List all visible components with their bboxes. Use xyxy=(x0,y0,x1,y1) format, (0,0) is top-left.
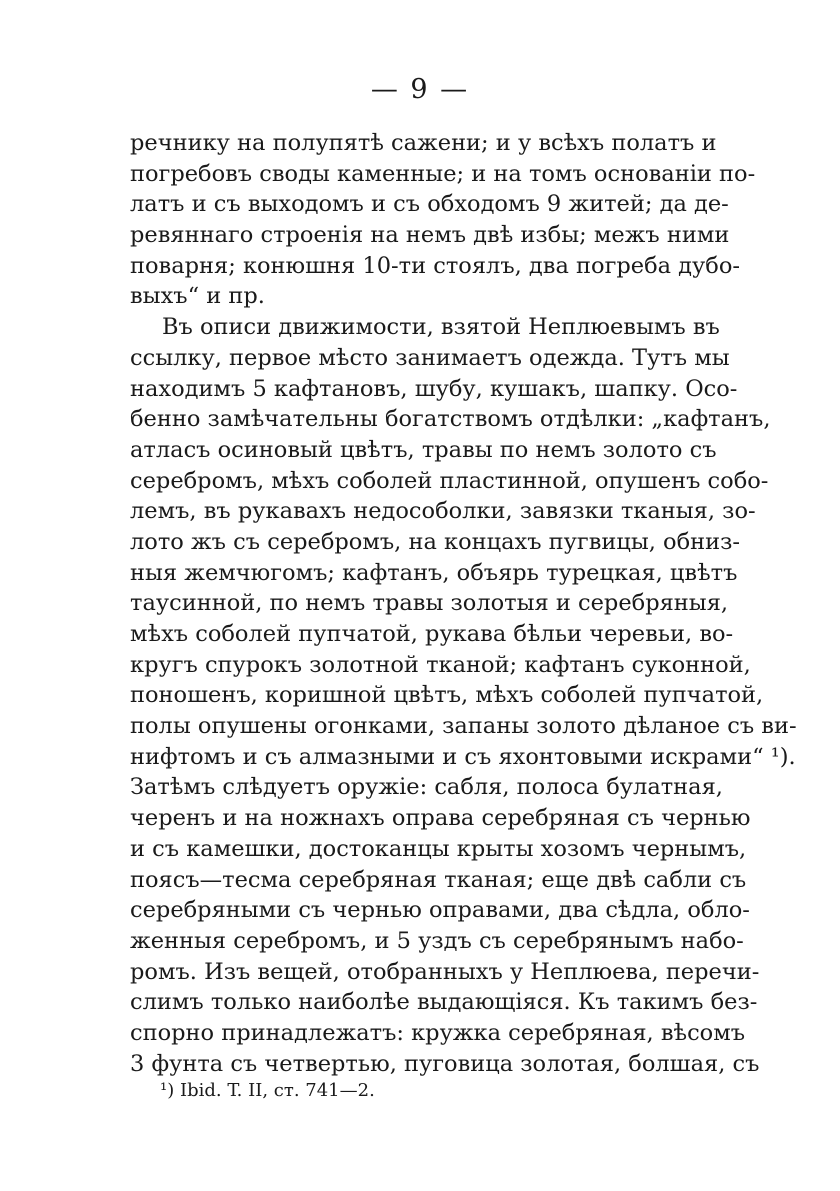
text-line: спорно принадлежатъ: кружка серебряная, вѣсомъ xyxy=(130,1019,746,1046)
text-line: латъ и съ выходомъ и съ обходомъ 9 житей; да де- xyxy=(130,191,729,218)
text-line: и съ камешки, достоканцы крыты хозомъ чернымъ, xyxy=(130,835,747,862)
text-line: женныя серебромъ, и 5 уздъ съ серебрянымъ набо- xyxy=(130,927,744,954)
text-line: слимъ только наиболѣе выдающіяся. Къ такимъ без- xyxy=(130,989,758,1016)
text-line: серебромъ, мѣхъ соболей пластинной, опушенъ собо- xyxy=(130,467,769,494)
text-line: кругъ спурокъ золотной тканой; кафтанъ суконной, xyxy=(130,651,751,678)
page-number: — 9 — xyxy=(370,74,470,105)
text-line: поясъ—тесма серебряная тканая; еще двѣ сабли съ xyxy=(130,866,747,893)
text-line: поварня; конюшня 10-ти стоялъ, два погреба дубо- xyxy=(130,252,740,279)
body-text xyxy=(130,128,797,1079)
text-line: ромъ. Изъ вещей, отобранныхъ у Неплюева, перечи- xyxy=(130,958,760,985)
text-line: лемъ, въ рукавахъ недособолки, завязки тканыя, зо- xyxy=(130,498,756,525)
text-line: мѣхъ соболей пупчатой, рукава бѣльи черевьи, во- xyxy=(130,621,734,647)
paragraph-start-line: Въ описи движимости, взятой Неплюевымъ въ xyxy=(162,314,720,341)
text-line: атласъ осиновый цвѣтъ, травы по немъ золото съ xyxy=(130,436,717,463)
footnote: ¹) Ibid. T. II, ст. 741—2. xyxy=(160,1080,375,1101)
text-line: речнику на полупятѣ сажени; и у всѣхъ полатъ и xyxy=(130,130,717,156)
text-line: поношенъ, коришной цвѣтъ, мѣхъ соболей пупчатой, xyxy=(130,682,764,709)
text-line: лото жъ съ серебромъ, на концахъ пугвицы, обниз- xyxy=(130,528,741,555)
text-line: таусинной, по немъ травы золотыя и серебряныя, xyxy=(130,590,729,617)
text-line: погребовъ своды каменные; и на томъ основаніи по- xyxy=(130,160,756,187)
text-line: находимъ 5 кафтановъ, шубу, кушакъ, шапку. Осо- xyxy=(130,375,738,402)
text-line: 3 фунта съ четвертью, пуговица золотая, болшая, съ xyxy=(130,1050,760,1077)
text-line: полы опушены огонками, запаны золото дѣланое съ ви- xyxy=(130,713,797,740)
text-line: ссылку, первое мѣсто занимаетъ одежда. Тутъ мы xyxy=(130,344,730,371)
text-line: серебряными съ чернью оправами, два сѣдла, обло- xyxy=(130,897,750,924)
text-line: бенно замѣчательны богатствомъ отдѣлки: „кафтанъ, xyxy=(130,406,771,433)
text-line: выхъ“ и пр. xyxy=(130,283,265,310)
text-line: черенъ и на ножнахъ оправа серебряная съ чернью xyxy=(130,805,751,832)
text-line: ныя жемчюгомъ; кафтанъ, объярь турецкая, цвѣтъ xyxy=(130,559,738,586)
text-line: нифтомъ и съ алмазными и съ яхонтовыми искрами“ ¹). xyxy=(130,743,796,770)
text-line: ревяннаго строенія на немъ двѣ избы; межъ ними xyxy=(130,222,730,249)
text-line: Затѣмъ слѣдуетъ оружіе: сабля, полоса булатная, xyxy=(130,774,723,801)
